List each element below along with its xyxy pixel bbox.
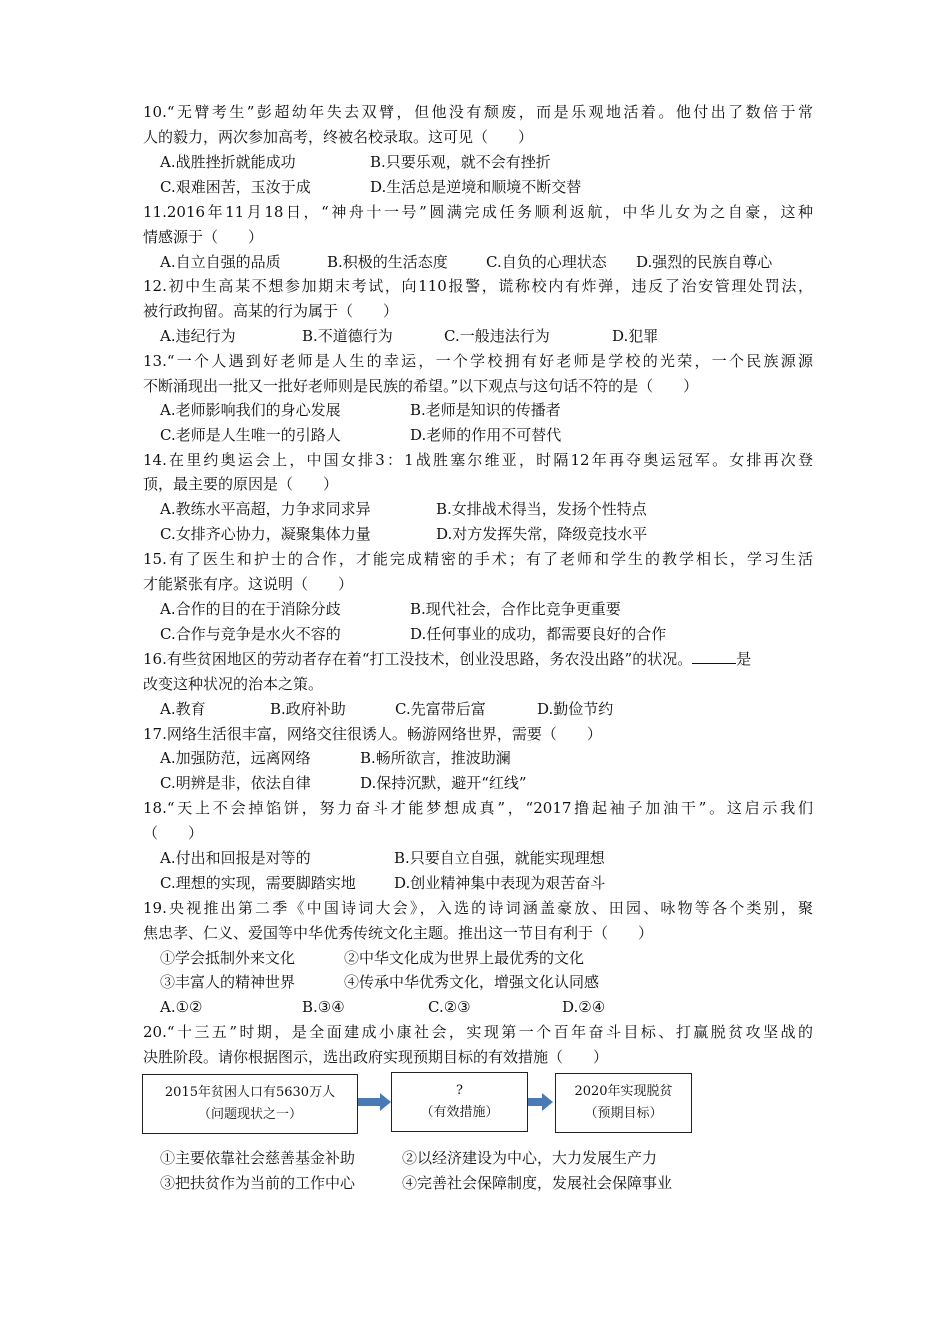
- q12-option-b: B.不道德行为: [302, 327, 393, 345]
- q20-statement-1: ①主要依靠社会慈善基金补助: [160, 1149, 356, 1167]
- q10-option-b: B.只要乐观，就不会有挫折: [370, 153, 551, 171]
- q13-option-c: C.老师是人生唯一的引路人: [160, 426, 341, 444]
- q19-option-c: C.②③: [428, 998, 471, 1016]
- q10-option-a: A.战胜挫折就能成功: [160, 153, 296, 171]
- q19-option-a: A.①②: [160, 998, 203, 1016]
- box2-line1: ?: [456, 1083, 463, 1098]
- q19-options-row1: [160, 995, 830, 1020]
- q12-option-d: D.犯罪: [612, 327, 659, 345]
- q15-option-c: C.合作与竞争是水火不容的: [160, 625, 341, 643]
- q20-stem-line1: 20.“十三五”时期，是全面建成小康社会，实现第一个百年奋斗目标、打赢脱贫攻坚战的: [143, 1023, 813, 1041]
- diagram-box-target: [555, 1073, 692, 1133]
- q10-option-c: C.艰难困苦，玉汝于成: [160, 178, 311, 196]
- q15-option-d: D.任何事业的成功，都需要良好的合作: [410, 625, 667, 643]
- q18-option-d: D.创业精神集中表现为艰苦奋斗: [394, 874, 606, 892]
- q14-option-d: D.对方发挥失常，降级竞技水平: [436, 525, 648, 543]
- q16-option-c: C.先富带后富: [395, 700, 486, 718]
- q19-statements-row1: [160, 946, 830, 971]
- q14-stem-line2: 顶，最主要的原因是（ ）: [143, 475, 339, 493]
- q17-options-row1: [160, 746, 830, 771]
- q19-stem-line1: 19.央视推出第二季《中国诗词大会》，入选的诗词涵盖豪放、田园、咏物等各个类别，聚: [143, 899, 813, 917]
- q14-options-row2: [160, 522, 830, 547]
- q15-stem-line1: 15.有了医生和护士的合作，才能完成精密的手术；有了老师和学生的教学相长，学习生活: [143, 550, 813, 568]
- q10-stem-line1: 10.“无臂考生”彭超幼年失去双臂，但他没有颓废，而是乐观地活着。他付出了数倍于常: [143, 103, 813, 121]
- q16-option-d: D.勤俭节约: [537, 700, 614, 718]
- q17-option-c: C.明辨是非，依法自律: [160, 774, 311, 792]
- q11-option-c: C.自负的心理状态: [486, 253, 607, 271]
- q10-options-row2: [160, 175, 830, 200]
- q13-options-row2: [160, 423, 830, 448]
- box1-line2: （问题现状之一）: [197, 1107, 302, 1122]
- q18-option-a: A.付出和回报是对等的: [160, 849, 311, 867]
- q20-statement-3: ③把扶贫作为当前的工作中心: [160, 1174, 356, 1192]
- q10-stem-line2: 人的毅力，两次参加高考，终被名校录取。这可见（ ）: [143, 128, 534, 146]
- q20-statement-4: ④完善社会保障制度，发展社会保障事业: [402, 1174, 673, 1192]
- q16-option-b: B.政府补助: [270, 700, 346, 718]
- q17-options-row2: [160, 771, 830, 796]
- q12-stem-line2: 被行政拘留。高某的行为属于（ ）: [143, 302, 399, 320]
- q15-stem-line2: 才能紧张有序。这说明（ ）: [143, 575, 354, 593]
- q11-stem-line2: 情感源于（ ）: [143, 228, 264, 246]
- q19-option-b: B.③④: [302, 998, 345, 1016]
- q13-stem-line2: 不断涌现出一批又一批好老师则是民族的希望。”以下观点与这句话不符的是（ ）: [143, 377, 699, 395]
- box3-line1: 2020年实现脱贫: [574, 1084, 673, 1099]
- box3-line2: （预期目标）: [584, 1106, 663, 1121]
- q11-stem-line1: 11.2016年11月18日，“神舟十一号”圆满完成任务顺利返航，中华儿女为之自豪，这种: [143, 203, 813, 221]
- q14-stem-line1: 14.在里约奥运会上，中国女排3：1战胜塞尔维亚，时隔12年再夺奥运冠军。女排再次登: [143, 451, 813, 469]
- q19-statement-2: ②中华文化成为世界上最优秀的文化: [344, 949, 585, 967]
- q15-option-a: A.合作的目的在于消除分歧: [160, 600, 341, 618]
- q16-options-row1: [160, 697, 830, 722]
- q11-options-row1: [160, 250, 830, 275]
- q17-option-d: D.保持沉默，避开“红线”: [360, 774, 527, 792]
- q11-option-d: D.强烈的民族自尊心: [636, 253, 773, 271]
- q18-options-row1: [160, 846, 830, 871]
- q10-options-row1: [160, 150, 830, 175]
- q16-stem-text: 16.有些贫困地区的劳动者存在着“打工没技术，创业没思路，务农没出路”的状况。: [143, 650, 693, 668]
- q20-stem-line2: 决胜阶段。请你根据图示，选出政府实现预期目标的有效措施（ ）: [143, 1048, 609, 1066]
- q16-stem-line2: 改变这种状况的治本之策。: [143, 675, 324, 693]
- q20-statements-row2: [160, 1171, 830, 1196]
- diagram-box-current-status: [142, 1074, 358, 1134]
- q18-option-c: C.理想的实现，需要脚踏实地: [160, 874, 356, 892]
- q16-stem-tail: 是: [736, 650, 752, 668]
- q14-options-row1: [160, 497, 830, 522]
- box2-line2: （有效措施）: [420, 1105, 499, 1120]
- q18-option-b: B.只要自立自强，就能实现理想: [394, 849, 605, 867]
- q15-option-b: B.现代社会，合作比竞争更重要: [410, 600, 621, 618]
- q16-answer-blank: [692, 649, 736, 664]
- q20-statements-row1: [160, 1146, 830, 1171]
- q17-option-a: A.加强防范，远离网络: [160, 749, 311, 767]
- q19-statement-3: ③丰富人的精神世界: [160, 973, 296, 991]
- q13-option-b: B.老师是知识的传播者: [410, 401, 561, 419]
- q14-option-c: C.女排齐心协力，凝聚集体力量: [160, 525, 371, 543]
- q18-stem-line2: （ ）: [143, 824, 204, 842]
- q18-stem-line1: 18.“天上不会掉馅饼，努力奋斗才能梦想成真”，“2017撸起袖子加油干”。这启示我们: [143, 799, 813, 817]
- q15-options-row1: [160, 597, 830, 622]
- q12-options-row1: [160, 324, 830, 349]
- q17-option-b: B.畅所欲言，推波助澜: [360, 749, 511, 767]
- q12-option-c: C.一般违法行为: [444, 327, 550, 345]
- q16-option-a: A.教育: [160, 700, 206, 718]
- q20-statement-2: ②以经济建设为中心，大力发展生产力: [402, 1149, 658, 1167]
- q18-options-row2: [160, 871, 830, 896]
- q19-statements-row2: [160, 970, 830, 995]
- arrow-right-icon: [528, 1092, 554, 1112]
- q14-option-a: A.教练水平高超，力争求同求异: [160, 500, 371, 518]
- arrow-right-icon: [358, 1092, 392, 1112]
- q19-option-d: D.②④: [562, 998, 606, 1016]
- q12-option-a: A.违纪行为: [160, 327, 236, 345]
- q19-statement-4: ④传承中华优秀文化，增强文化认同感: [344, 973, 600, 991]
- q13-option-a: A.老师影响我们的身心发展: [160, 401, 341, 419]
- q14-option-b: B.女排战术得当，发扬个性特点: [436, 500, 647, 518]
- q16-stem-line1: [143, 647, 813, 672]
- q13-stem-line1: 13.“一个人遇到好老师是人生的幸运，一个学校拥有好老师是学校的光荣，一个民族源源: [143, 352, 813, 370]
- q13-option-d: D.老师的作用不可替代: [410, 426, 562, 444]
- q11-option-b: B.积极的生活态度: [327, 253, 448, 271]
- q19-stem-line2: 焦忠孝、仁义、爱国等中华优秀传统文化主题。推出这一节目有利于（ ）: [143, 924, 654, 942]
- q10-option-d: D.生活总是逆境和顺境不断交替: [370, 178, 582, 196]
- diagram-box-measures: [391, 1072, 528, 1132]
- q12-stem-line1: 12.初中生高某不想参加期末考试，向110报警，谎称校内有炸弹，违反了治安管理处罚法，: [143, 277, 813, 295]
- q13-options-row1: [160, 398, 830, 423]
- q19-statement-1: ①学会抵制外来文化: [160, 949, 296, 967]
- q17-stem-line1: 17.网络生活很丰富，网络交往很诱人。畅游网络世界，需要（ ）: [143, 725, 602, 743]
- box1-line1: 2015年贫困人口有5630万人: [164, 1085, 336, 1100]
- q11-option-a: A.自立自强的品质: [160, 253, 281, 271]
- q15-options-row2: [160, 622, 830, 647]
